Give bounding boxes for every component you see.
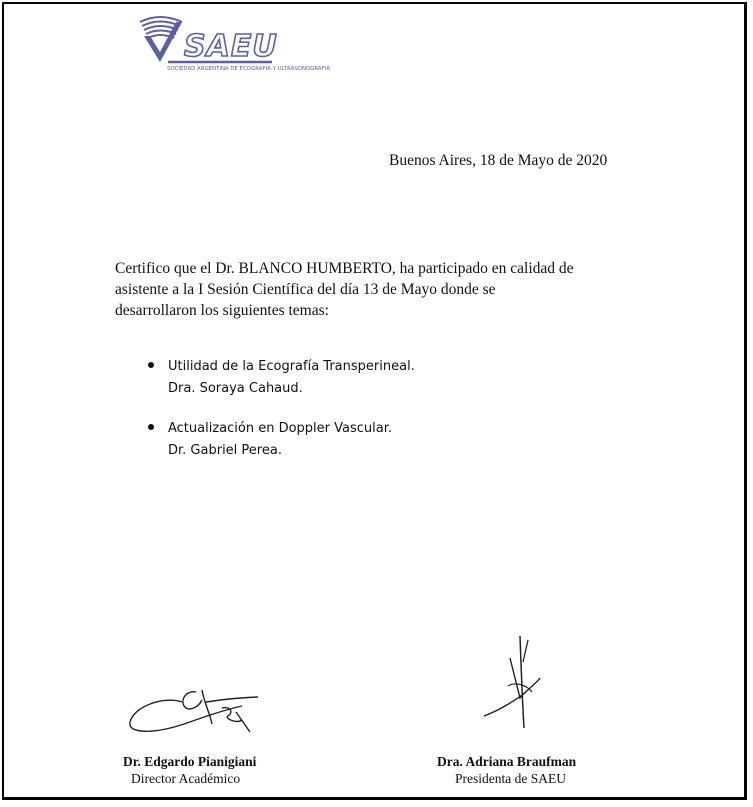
signer-braufman xyxy=(437,753,576,787)
signer-role: Director Académico xyxy=(131,771,241,786)
svg-text:SAEU: SAEU xyxy=(184,29,278,64)
certificate-line: desarrollaron los siguientes temas: xyxy=(115,302,329,319)
topics-list xyxy=(145,356,415,480)
date-line: Buenos Aires, 18 de Mayo de 2020 xyxy=(389,152,608,169)
topic-title: Utilidad de la Ecografía Transperineal. xyxy=(168,359,415,374)
signer-name: Dra. Adriana Braufman xyxy=(437,754,577,769)
topic-speaker: Dra. Soraya Cahaud. xyxy=(168,381,303,396)
saeu-logo xyxy=(138,12,343,74)
signature-pianigiani xyxy=(124,672,274,740)
certificate-line: Certifico que el Dr. BLANCO HUMBERTO, ha participado en calidad de xyxy=(115,260,574,277)
topic-title: Actualización en Doppler Vascular. xyxy=(168,421,393,436)
certificate-text xyxy=(115,258,655,321)
bullet-icon xyxy=(148,424,154,430)
document-page xyxy=(2,2,747,800)
saeu-logo-icon xyxy=(138,12,343,74)
signer-name: Dr. Edgardo Pianigiani xyxy=(123,754,257,769)
bullet-icon xyxy=(148,362,154,368)
certificate-line: asistente a la I Sesión Científica del día 13 de Mayo donde se xyxy=(115,281,496,298)
org-name: SOCIEDAD ARGENTINA DE ECOGRAFIA Y ULTRASONOGRAFIA xyxy=(167,66,330,72)
topic-item xyxy=(145,418,415,462)
signer-pianigiani xyxy=(123,753,256,787)
signer-role: Presidenta de SAEU xyxy=(455,771,566,786)
topic-item xyxy=(145,356,415,400)
signature-braufman xyxy=(480,634,560,734)
topic-speaker: Dr. Gabriel Perea. xyxy=(168,443,282,458)
